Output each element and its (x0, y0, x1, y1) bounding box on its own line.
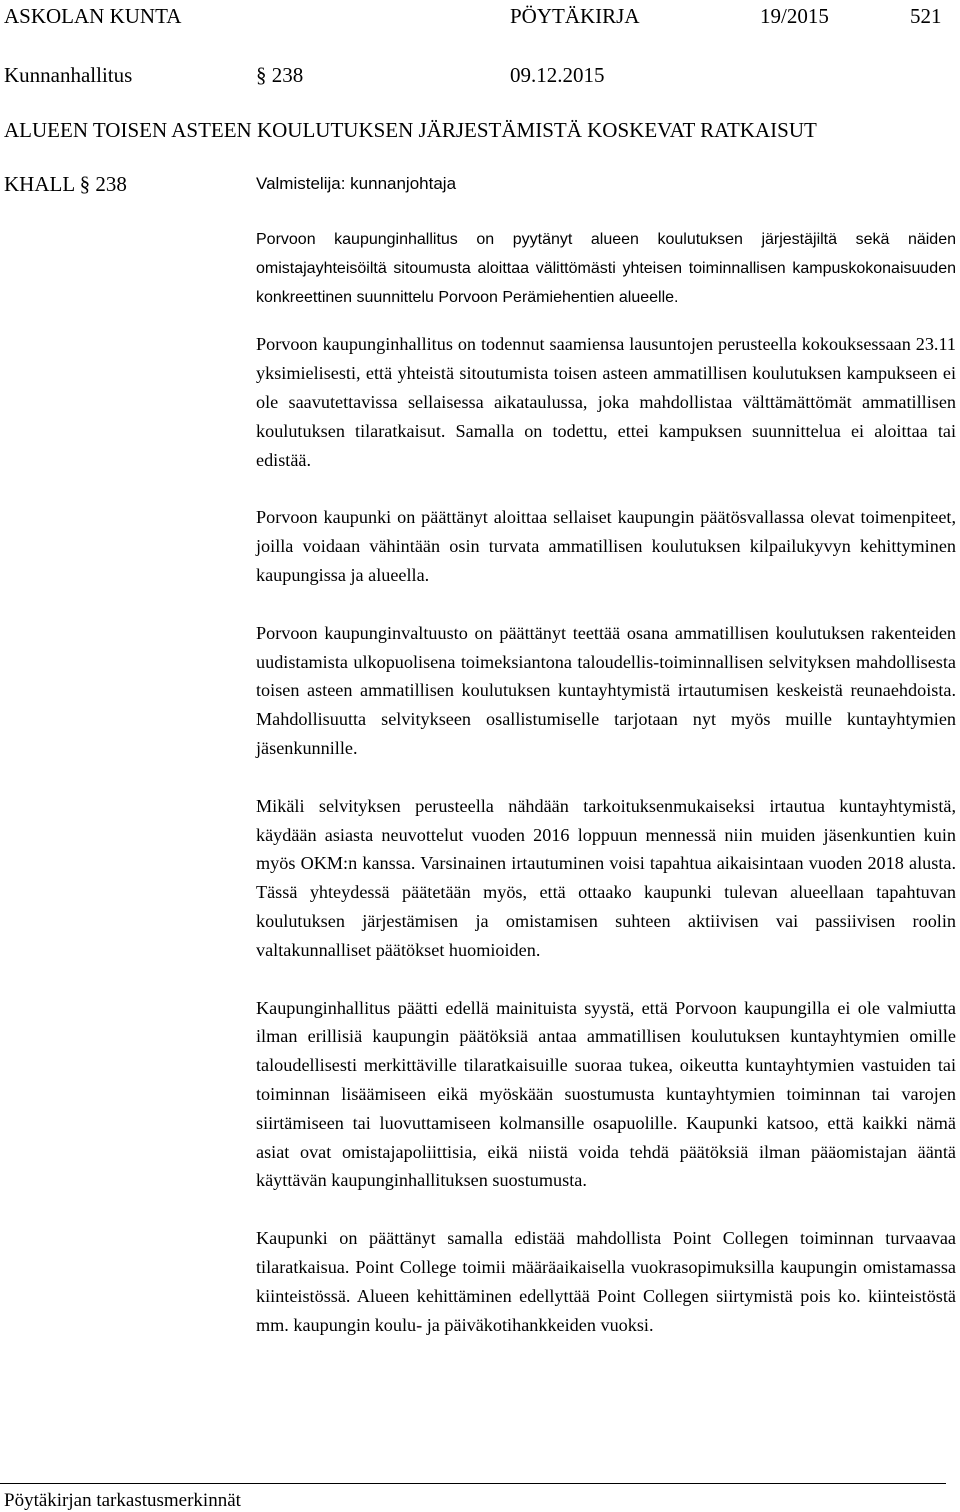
paragraph: Kaupunki on päättänyt samalla edistää mahdollista Point Collegen toiminnan turvaavaa tilaratkaisua. Point College toimii määräaikaisella vuokrasopimuksilla kaupungin omistamassa kiinteistössä. Alueen kehittäminen edellyttää Point Collegen siirtymistä pois ko. kiinteistöstä mm. kaupungin koulu- ja päiväkotihankkeiden vuoksi. (256, 1228, 956, 1335)
paragraph: Porvoon kaupunginhallitus on pyytänyt alueen koulutuksen järjestäjiltä sekä näiden omistajayhteisöiltä sitoumusta aloittaa välittömästi yhteisen toiminnallisen kampuskokonaisuuden konkreettinen suunnittelu Porvoon Perämiehentien alueelle. (256, 231, 956, 306)
municipality-name: ASKOLAN KUNTA (4, 4, 182, 28)
footer-divider (0, 1483, 946, 1484)
paragraph: Porvoon kaupunki on päättänyt aloittaa sellaiset kaupungin päätösvallassa olevat toimenpiteet, joilla voidaan vähintään osin turvata ammatillisen koulutuksen kilpailukyvyn kehittyminen kaupungissa ja alueella. (256, 507, 956, 585)
document-body (256, 226, 956, 1368)
meeting-date: 09.12.2015 (510, 63, 605, 87)
paragraph: Mikäli selvityksen perusteella nähdään tarkoituksenmukaiseksi irtautua kuntayhtymistä, käydään asiasta neuvottelut vuoden 2016 loppuun mennessä niin muiden jäsenkuntien kuin myös OKM:n kanssa. Varsinainen irtautuminen voisi tapahtua aikaisintaan vuoden 2018 alusta. Tässä yhteydessä päätetään myös, että ottaako kaupunki tulevan alueellaan tapahtuvan koulutuksen järjestämisen ja omistamisen suhteen aktiivisen vai passiivisen roolin valtakunnalliset päätökset huomioiden. (256, 795, 956, 960)
section-reference: KHALL § 238 (4, 172, 127, 196)
governing-body: Kunnanhallitus (4, 63, 133, 87)
page-number: 521 (910, 4, 942, 28)
page-title: ALUEEN TOISEN ASTEEN KOULUTUKSEN JÄRJESTÄMISTÄ KOSKEVAT RATKAISUT (4, 118, 817, 142)
paragraph: Kaupunginhallitus päätti edellä mainituista syystä, että Porvoon kaupungilla ei ole valmiutta ilman erillisiä kaupungin päätöksiä antaa ammatillisen koulutuksen kuntayhtymien omille taloudellisesti merkittäville tilaratkaisuille suoraa tukea, oikeutta kuntayhtymien vastuiden tai toiminnan lisäämiseen eikä myöskään suostumusta kuntayhtymien toiminnan tai varojen siirtämiseen tai luovuttamiseen kolmansille osapuolille. Kaupunki katsoo, että kaikki nämä asiat ovat omistajapoliittisia, eikä niistä voida tehdä päätöksiä ilman pääomistajan ääntä käyttävän kaupunginhallituksen suostumusta. (256, 997, 956, 1191)
paragraph: Porvoon kaupunginvaltuusto on päättänyt teettää osana ammatillisen koulutuksen rakenteiden uudistamista ulkopuolisena toimeksiantona taloudellis-toiminnallisen selvityksen mahdollisesta toisen asteen ammatillisen koulutuksen kuntayhtymistä irtautumisen keskeistä reunaehdoista. Mahdollisuutta selvitykseen osallistumiselle tarjotaan nyt myös muille kuntayhtymien jäsenkunnille. (256, 622, 956, 758)
footer-note: Pöytäkirjan tarkastusmerkinnät (4, 1490, 241, 1511)
document-number: 19/2015 (760, 4, 829, 28)
section-number: § 238 (256, 63, 304, 87)
document-type: PÖYTÄKIRJA (510, 4, 640, 28)
paragraph: Porvoon kaupunginhallitus on todennut saamiensa lausuntojen perusteella kokouksessaan 23.11 yksimielisesti, että yhteistä sitoutumista toisen asteen ammatillisen koulutuksen kampukseen ei ole saavutettavissa sellaisessa aikataulussa, joka mahdollistaa välttämättömät ammatillisen koulutuksen tilaratkaisut. Samalla on todettu, ettei kampuksen suunnittelua ei aloittaa tai edistää. (256, 334, 956, 470)
preparer-line: Valmistelija: kunnanjohtaja (256, 174, 457, 193)
